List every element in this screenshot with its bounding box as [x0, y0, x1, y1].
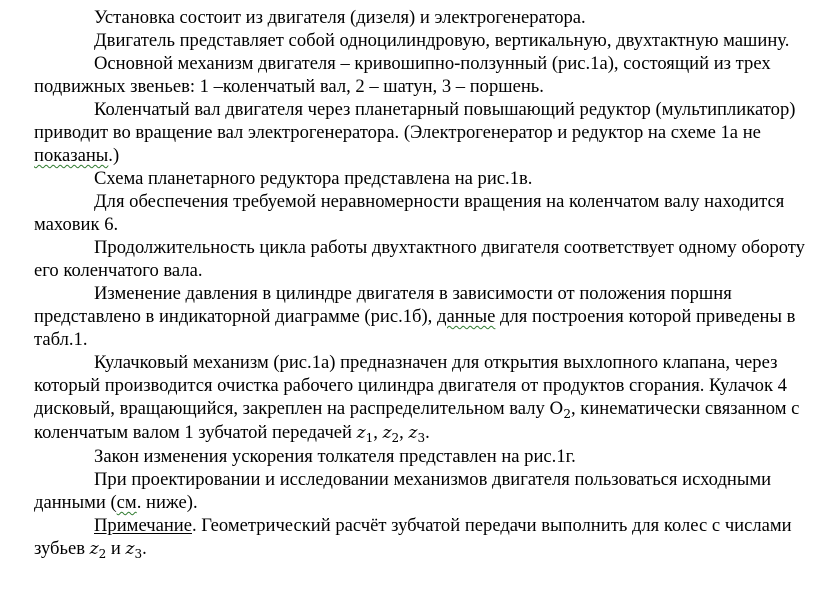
- paragraph-2: [34, 29, 818, 52]
- paragraph-4-text-a: Коленчатый вал двигателя через планетарный повышающий редуктор (мультипликатор) приводит во вращение вал электрогенератора. (Электрогенератор и редуктор на схеме 1а не: [34, 99, 796, 143]
- paragraph-11-text-c: . ниже).: [136, 492, 198, 513]
- paragraph-12-and: и: [106, 538, 126, 559]
- paragraph-5: [34, 167, 818, 190]
- paragraph-7-text: Продолжительность цикла работы двухтактного двигателя соответствует одному обороту его коленчатого вала.: [34, 237, 805, 281]
- paragraph-8-text-a: Изменение давления в цилиндре двигателя в зависимости от положения поршня представлено в индикаторной диаграмме (рис.1б),: [34, 283, 732, 327]
- note-label: Примечание: [94, 515, 192, 536]
- paragraph-3-text: Основной механизм двигателя – кривошипно-ползунный (рис.1а), состоящий из трех подвижных звеньев: 1 –коленчатый вал, 2 – шатун, 3 – поршень.: [34, 53, 771, 97]
- paragraph-1: [34, 6, 818, 29]
- paragraph-9-text-a: Кулачковый механизм (рис.1а) предназначен для открытия выхлопного клапана, через который производится очистка рабочего цилиндра двигателя от продуктов сгорания. Кулачок 4 дисковый, вращающийся, закреплен на распределительном валу: [34, 352, 787, 419]
- paragraph-4: [34, 98, 818, 167]
- paragraph-8-text-c: для построения которой приведены в табл.1.: [34, 306, 796, 350]
- paragraph-10-text: Закон изменения ускорения толкателя представлен на рис.1г.: [94, 446, 576, 467]
- paragraph-7: [34, 236, 818, 282]
- paragraph-9-text-c: .: [425, 422, 430, 443]
- gear-z3: $z_3$: [125, 539, 143, 561]
- paragraph-6-text: Для обеспечения требуемой неравномерности вращения на коленчатом валу находится маховик 6.: [34, 191, 785, 235]
- paragraph-9: Кулачковый механизм (рис.1а) предназначен для открытия выхлопного клапана, через который производится очистка рабочего цилиндра двигателя от продуктов сгорания. Кулачок 4 дисковый, вращающийся, закреплен на распределительном валу $O_2$, кинематически связанном с коленчатым валом 1 зубчатой передачей $z_1$, $z_2$, $z_3$.: [34, 352, 800, 445]
- paragraph-8: [34, 282, 818, 351]
- paragraph-12-text-c: .: [142, 538, 147, 559]
- spellcheck-word: данные: [436, 306, 496, 327]
- spellcheck-word: показаны: [34, 145, 109, 166]
- paragraph-5-text: Схема планетарного редуктора представлена на рис.1в.: [94, 168, 533, 189]
- document-body: [34, 6, 818, 561]
- paragraph-2-text: Двигатель представляет собой одноцилиндровую, вертикальную, двухтактную машину.: [94, 30, 790, 51]
- paragraph-3: [34, 52, 818, 98]
- paragraph-6: [34, 190, 818, 236]
- paragraph-11: [34, 468, 818, 514]
- paragraph-10: [34, 445, 818, 468]
- spellcheck-word: см: [116, 492, 137, 513]
- paragraph-4-text-c: .): [108, 145, 120, 166]
- gear-z2: $z_2$: [382, 423, 400, 445]
- paragraph-12: [34, 514, 818, 561]
- paragraph-11-text-a: При проектировании и исследовании механизмов двигателя пользоваться исходными данными (: [34, 469, 772, 513]
- paragraph-12-text-a: . Геометрический расчёт зубчатой передачи выполнить для колес с числами зубьев: [34, 515, 792, 559]
- paragraph-1-text: Установка состоит из двигателя (дизеля) и электрогенератора.: [94, 7, 586, 28]
- gear-z2: $z_2$: [89, 539, 107, 561]
- gear-z3: $z_3$: [408, 423, 426, 445]
- shaft-symbol: $O_2$: [549, 399, 571, 421]
- paragraph-9-text-b: , кинематически связанном с коленчатым валом 1 зубчатой передачей: [34, 398, 800, 443]
- gear-z1: $z_1$: [356, 423, 374, 445]
